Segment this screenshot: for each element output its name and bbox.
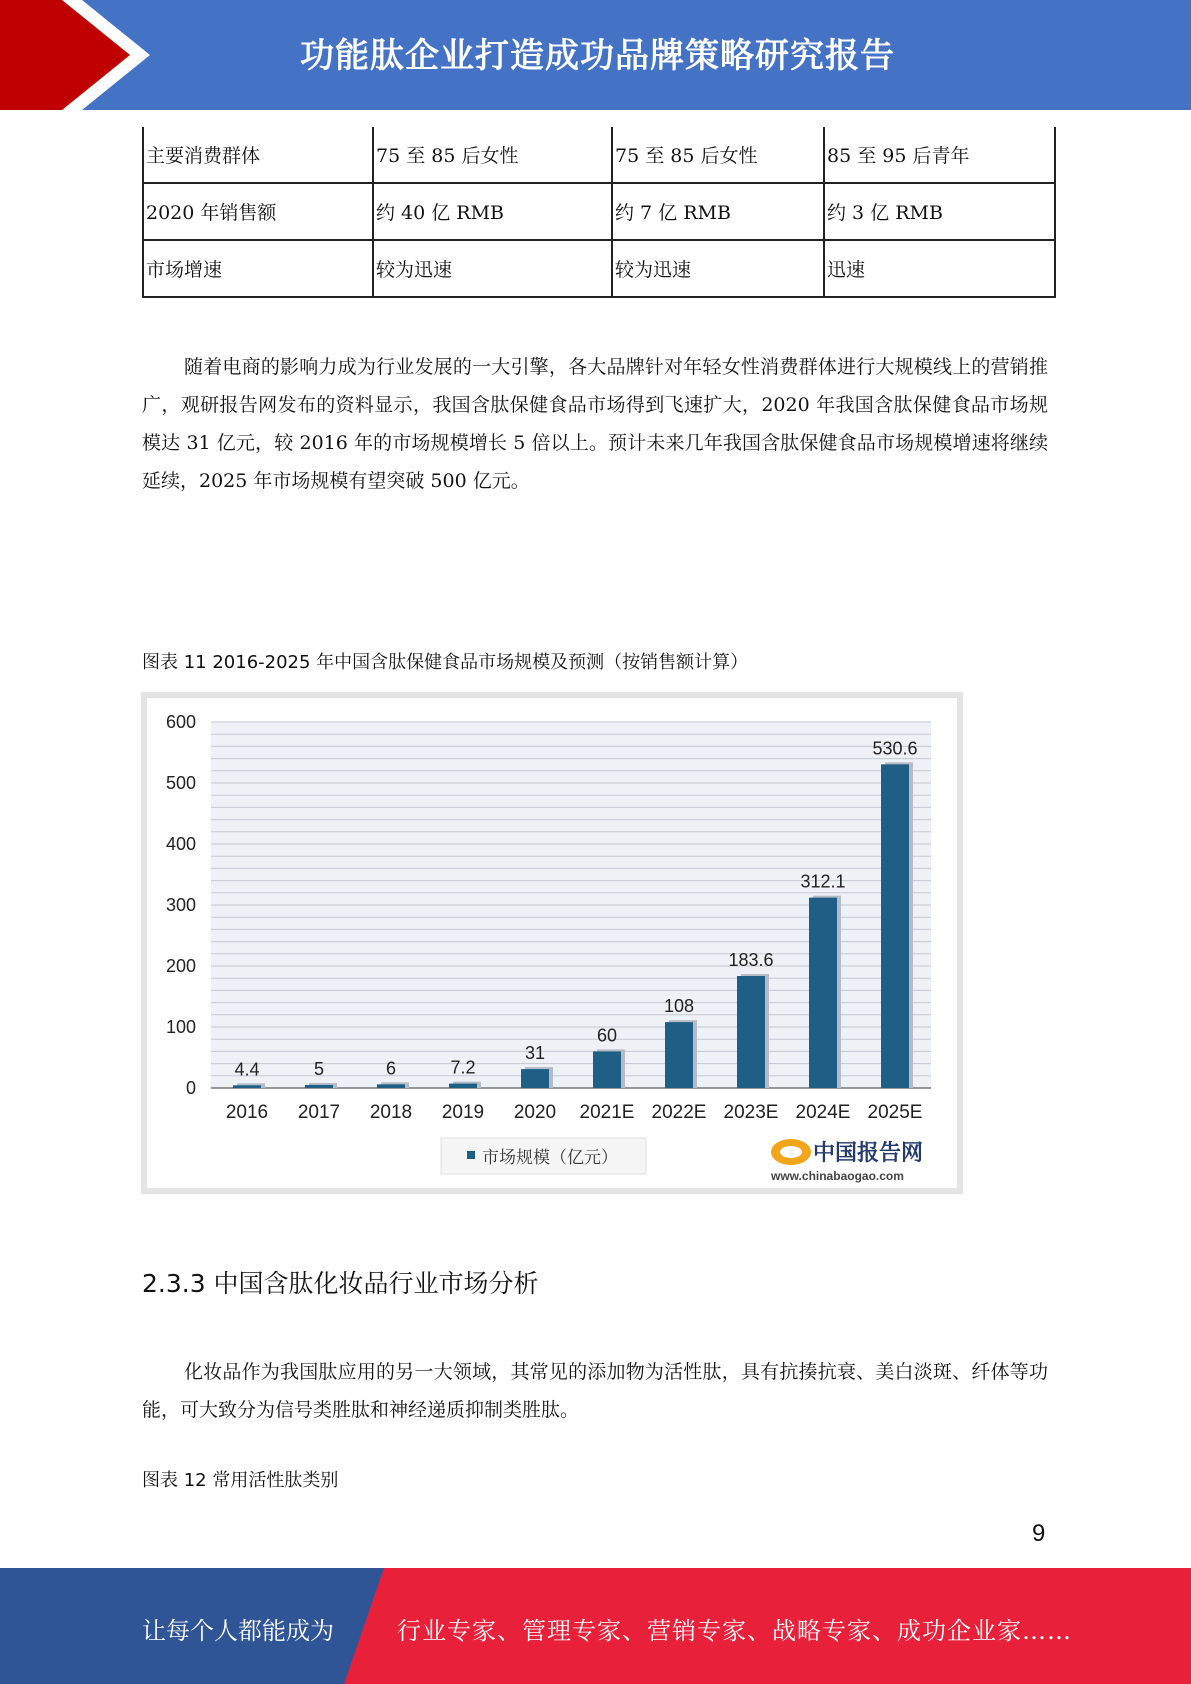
data-label: 530.6 <box>872 738 918 759</box>
page-footer <box>0 1568 1191 1684</box>
figure-12-caption: 图表 12 常用活性肽类别 <box>142 1470 339 1491</box>
page-number: 9 <box>1032 1520 1046 1547</box>
y-tick-label: 300 <box>165 895 196 915</box>
bar <box>881 764 909 1088</box>
page-header <box>0 0 1191 110</box>
data-label: 7.2 <box>450 1057 476 1078</box>
x-tick-label: 2017 <box>297 1102 341 1123</box>
data-label: 60 <box>596 1025 618 1046</box>
table-row <box>143 240 1055 297</box>
y-tick-label: 600 <box>165 712 196 732</box>
header-chevron-decoration <box>0 0 150 110</box>
data-label: 312.1 <box>800 871 846 892</box>
x-tick-label: 2022E <box>651 1102 707 1123</box>
table-cell: 85 至 95 后青年 <box>824 127 1055 183</box>
bar <box>449 1084 477 1088</box>
watermark-brand: 中国报告网 <box>813 1141 924 1166</box>
data-label: 183.6 <box>728 950 774 971</box>
y-tick-label: 400 <box>165 834 196 854</box>
data-label: 6 <box>385 1058 397 1079</box>
table-cell: 较为迅速 <box>612 240 824 297</box>
x-tick-label: 2025E <box>867 1102 923 1123</box>
bar-chart-svg <box>141 692 963 1194</box>
bar <box>305 1085 333 1088</box>
table-cell: 约 40 亿 RMB <box>373 183 612 240</box>
y-tick-label: 100 <box>165 1017 196 1037</box>
table-cell: 约 3 亿 RMB <box>824 183 1055 240</box>
data-label: 4.4 <box>234 1059 260 1080</box>
table-cell: 约 7 亿 RMB <box>612 183 824 240</box>
paragraph-cosmetics: 化妆品作为我国肽应用的另一大领域，其常见的添加物为活性肽，具有抗揍抗衰、美白淡斑、纤体等功能，可大致分为信号类胜肽和神经递质抑制类胜肽。 <box>142 1361 1048 1421</box>
table-cell: 75 至 85 后女性 <box>373 127 612 183</box>
data-label: 108 <box>663 996 695 1017</box>
data-label: 5 <box>313 1058 325 1079</box>
watermark-url: www.chinabaogao.com <box>771 1169 904 1183</box>
footer-right-text: 行业专家、管理专家、营销专家、战略专家、成功企业家…… <box>397 1617 1072 1645</box>
bar <box>593 1051 621 1088</box>
bar <box>665 1022 693 1088</box>
comparison-table <box>142 127 1056 298</box>
y-tick-label: 0 <box>185 1078 196 1098</box>
legend-label: 市场规模（亿元） <box>482 1148 618 1168</box>
bar <box>377 1084 405 1088</box>
table-cell: 主要消费群体 <box>143 127 373 183</box>
table-cell: 迅速 <box>824 240 1055 297</box>
watermark-logo-inner <box>780 1146 802 1158</box>
figure-11-caption: 图表 11 2016-2025 年中国含肽保健食品市场规模及预测（按销售额计算） <box>142 652 749 673</box>
table-cell: 2020 年销售额 <box>143 183 373 240</box>
x-tick-label: 2018 <box>369 1102 413 1123</box>
footer-left-text: 让每个人都能成为 <box>142 1617 334 1645</box>
x-tick-label: 2016 <box>225 1102 269 1123</box>
x-tick-label: 2020 <box>513 1102 557 1123</box>
header-title: 功能肽企业打造成功品牌策略研究报告 <box>300 36 895 76</box>
bar <box>809 898 837 1088</box>
x-tick-label: 2024E <box>795 1102 851 1123</box>
table-cell: 市场增速 <box>143 240 373 297</box>
bar <box>521 1069 549 1088</box>
x-tick-label: 2019 <box>441 1102 485 1123</box>
table-cell: 75 至 85 后女性 <box>612 127 824 183</box>
paragraph-market-growth: 随着电商的影响力成为行业发展的一大引擎，各大品牌针对年轻女性消费群体进行大规模线上的营销推广，观研报告网发布的资料显示，我国含肽保健食品市场得到飞速扩大，2020 年我国含肽保健食品市场规模达 31 亿元，较 2016 年的市场规模增长 5 倍以上。预计未来几年我国含肽保健食品市场规模增速将继续延续，2025 年市场规模有望突破 500 亿元。 <box>142 356 1048 492</box>
bar <box>233 1085 261 1088</box>
y-tick-label: 200 <box>165 956 196 976</box>
y-tick-label: 500 <box>165 773 196 793</box>
x-tick-label: 2021E <box>579 1102 635 1123</box>
table-row <box>143 183 1055 240</box>
bar <box>737 976 765 1088</box>
table-cell: 较为迅速 <box>373 240 612 297</box>
data-label: 31 <box>524 1043 546 1064</box>
section-heading-2-3-3: 2.3.3 中国含肽化妆品行业市场分析 <box>142 1269 539 1298</box>
legend-swatch <box>467 1151 475 1159</box>
market-size-chart <box>141 692 963 1194</box>
x-tick-label: 2023E <box>723 1102 779 1123</box>
table-row <box>143 127 1055 183</box>
